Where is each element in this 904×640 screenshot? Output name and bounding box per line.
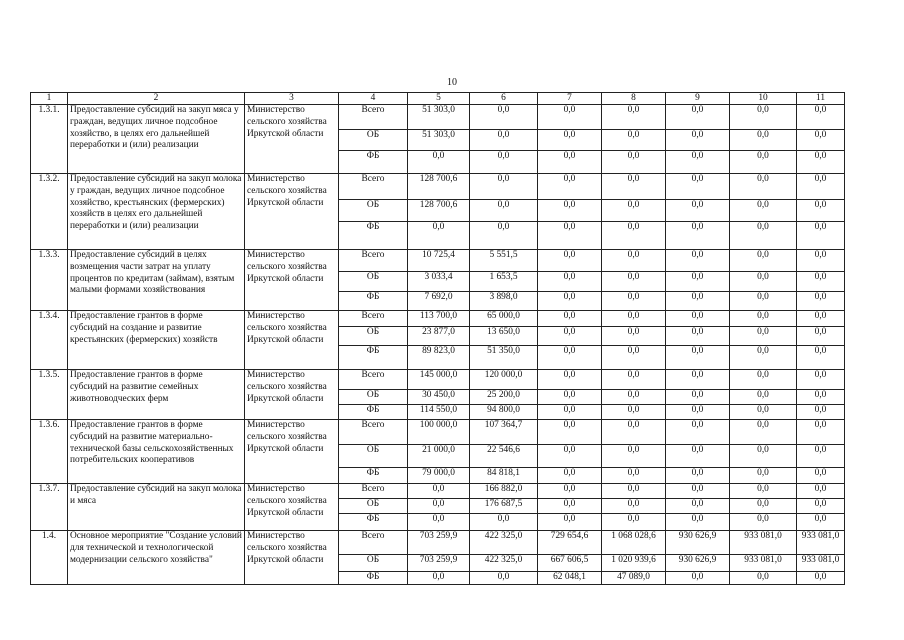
amount-cell: 0,0	[666, 327, 730, 346]
col-header: 8	[602, 93, 666, 105]
amount-cell: 0,0	[797, 272, 845, 292]
amount-cell: 0,0	[730, 420, 797, 445]
amount-cell: 3 898,0	[470, 292, 538, 311]
amount-cell: 0,0	[470, 572, 538, 585]
table-row	[31, 250, 845, 272]
amount-cell: 933 081,0	[797, 555, 845, 572]
funding-source: Всего	[339, 484, 408, 499]
amount-cell: 729 654,6	[538, 531, 602, 555]
item-number: 1.3.6.	[31, 420, 68, 484]
funding-source: ФБ	[339, 405, 408, 420]
item-description: Предоставление субсидий в целях возмещения части затрат на уплату процентов по кредитам (займам), взятым малыми формами хозяйствования	[68, 250, 245, 311]
item-description: Предоставление грантов в форме субсидий на развитие материально-технической базы сельскохозяйственных потребительских кооперативов	[68, 420, 245, 484]
amount-cell: 0,0	[538, 405, 602, 420]
amount-cell: 0,0	[538, 250, 602, 272]
amount-cell: 0,0	[602, 514, 666, 531]
amount-cell: 0,0	[538, 174, 602, 200]
amount-cell: 0,0	[470, 514, 538, 531]
amount-cell: 0,0	[730, 445, 797, 468]
amount-cell: 0,0	[602, 174, 666, 200]
amount-cell: 0,0	[666, 420, 730, 445]
item-number: 1.3.4.	[31, 311, 68, 370]
amount-cell: 0,0	[538, 468, 602, 484]
item-number: 1.3.7.	[31, 484, 68, 531]
amount-cell: 0,0	[730, 292, 797, 311]
item-number: 1.4.	[31, 531, 68, 585]
amount-cell: 0,0	[470, 174, 538, 200]
amount-cell: 0,0	[538, 200, 602, 222]
amount-cell: 0,0	[538, 222, 602, 250]
amount-cell: 0,0	[797, 390, 845, 405]
funding-source: ОБ	[339, 445, 408, 468]
amount-cell: 0,0	[538, 445, 602, 468]
col-header: 9	[666, 93, 730, 105]
amount-cell: 0,0	[666, 130, 730, 151]
funding-source: ФБ	[339, 151, 408, 174]
amount-cell: 0,0	[602, 272, 666, 292]
amount-cell: 0,0	[797, 222, 845, 250]
responsible-organization: Министерство сельского хозяйства Иркутской области	[245, 484, 339, 531]
amount-cell: 0,0	[797, 292, 845, 311]
funding-source: Всего	[339, 311, 408, 327]
amount-cell: 0,0	[408, 514, 470, 531]
amount-cell: 0,0	[602, 445, 666, 468]
amount-cell: 0,0	[408, 151, 470, 174]
amount-cell: 0,0	[666, 499, 730, 514]
amount-cell: 0,0	[602, 370, 666, 390]
table-row	[31, 105, 845, 130]
funding-source: ОБ	[339, 327, 408, 346]
amount-cell: 0,0	[470, 200, 538, 222]
amount-cell: 0,0	[602, 468, 666, 484]
amount-cell: 0,0	[730, 151, 797, 174]
amount-cell: 0,0	[470, 130, 538, 151]
amount-cell: 21 000,0	[408, 445, 470, 468]
amount-cell: 0,0	[538, 327, 602, 346]
budget-table	[30, 92, 845, 585]
amount-cell: 166 882,0	[470, 484, 538, 499]
amount-cell: 0,0	[797, 484, 845, 499]
amount-cell: 0,0	[730, 390, 797, 405]
amount-cell: 0,0	[666, 572, 730, 585]
funding-source: ОБ	[339, 499, 408, 514]
col-header: 11	[797, 93, 845, 105]
table-row	[31, 311, 845, 327]
col-header: 7	[538, 93, 602, 105]
amount-cell: 0,0	[666, 311, 730, 327]
funding-source: ФБ	[339, 292, 408, 311]
amount-cell: 0,0	[408, 484, 470, 499]
amount-cell: 0,0	[470, 222, 538, 250]
table-row	[31, 420, 845, 445]
amount-cell: 0,0	[666, 514, 730, 531]
amount-cell: 0,0	[797, 572, 845, 585]
amount-cell: 10 725,4	[408, 250, 470, 272]
amount-cell: 0,0	[797, 420, 845, 445]
amount-cell: 933 081,0	[797, 531, 845, 555]
item-number: 1.3.2.	[31, 174, 68, 250]
amount-cell: 0,0	[666, 272, 730, 292]
amount-cell: 0,0	[666, 174, 730, 200]
amount-cell: 0,0	[602, 390, 666, 405]
responsible-organization: Министерство сельского хозяйства Иркутской области	[245, 420, 339, 484]
amount-cell: 30 450,0	[408, 390, 470, 405]
amount-cell: 0,0	[602, 311, 666, 327]
amount-cell: 0,0	[602, 327, 666, 346]
amount-cell: 51 303,0	[408, 105, 470, 130]
amount-cell: 0,0	[797, 130, 845, 151]
col-header: 10	[730, 93, 797, 105]
amount-cell: 3 033,4	[408, 272, 470, 292]
amount-cell: 0,0	[666, 200, 730, 222]
amount-cell: 0,0	[797, 514, 845, 531]
amount-cell: 22 546,6	[470, 445, 538, 468]
amount-cell: 94 800,0	[470, 405, 538, 420]
amount-cell: 0,0	[666, 105, 730, 130]
responsible-organization: Министерство сельского хозяйства Иркутской области	[245, 311, 339, 370]
amount-cell: 0,0	[538, 499, 602, 514]
amount-cell: 13 650,0	[470, 327, 538, 346]
amount-cell: 100 000,0	[408, 420, 470, 445]
amount-cell: 0,0	[797, 468, 845, 484]
funding-source: ФБ	[339, 346, 408, 370]
amount-cell: 0,0	[797, 174, 845, 200]
amount-cell: 0,0	[730, 222, 797, 250]
amount-cell: 0,0	[666, 222, 730, 250]
amount-cell: 0,0	[730, 130, 797, 151]
table-row	[31, 531, 845, 555]
amount-cell: 1 653,5	[470, 272, 538, 292]
amount-cell: 0,0	[538, 346, 602, 370]
amount-cell: 703 259,9	[408, 531, 470, 555]
funding-source: Всего	[339, 174, 408, 200]
responsible-organization: Министерство сельского хозяйства Иркутской области	[245, 250, 339, 311]
amount-cell: 0,0	[797, 105, 845, 130]
amount-cell: 0,0	[538, 151, 602, 174]
funding-source: Всего	[339, 250, 408, 272]
amount-cell: 1 068 028,6	[602, 531, 666, 555]
amount-cell: 422 325,0	[470, 555, 538, 572]
responsible-organization: Министерство сельского хозяйства Иркутской области	[245, 174, 339, 250]
funding-source: Всего	[339, 370, 408, 390]
amount-cell: 0,0	[730, 405, 797, 420]
col-header: 1	[31, 93, 68, 105]
funding-source: Всего	[339, 420, 408, 445]
col-header: 6	[470, 93, 538, 105]
amount-cell: 65 000,0	[470, 311, 538, 327]
amount-cell: 0,0	[797, 499, 845, 514]
amount-cell: 0,0	[602, 484, 666, 499]
amount-cell: 145 000,0	[408, 370, 470, 390]
amount-cell: 0,0	[470, 105, 538, 130]
amount-cell: 114 550,0	[408, 405, 470, 420]
amount-cell: 0,0	[666, 445, 730, 468]
amount-cell: 0,0	[666, 370, 730, 390]
table-row	[31, 174, 845, 200]
amount-cell: 0,0	[797, 445, 845, 468]
amount-cell: 0,0	[538, 311, 602, 327]
responsible-organization: Министерство сельского хозяйства Иркутской области	[245, 105, 339, 174]
funding-source: Всего	[339, 531, 408, 555]
amount-cell: 25 200,0	[470, 390, 538, 405]
amount-cell: 933 081,0	[730, 531, 797, 555]
amount-cell: 0,0	[730, 514, 797, 531]
amount-cell: 120 000,0	[470, 370, 538, 390]
amount-cell: 5 551,5	[470, 250, 538, 272]
amount-cell: 107 364,7	[470, 420, 538, 445]
col-header: 2	[68, 93, 245, 105]
col-header: 5	[408, 93, 470, 105]
amount-cell: 1 020 939,6	[602, 555, 666, 572]
amount-cell: 0,0	[602, 405, 666, 420]
amount-cell: 0,0	[538, 420, 602, 445]
amount-cell: 128 700,6	[408, 174, 470, 200]
amount-cell: 0,0	[730, 250, 797, 272]
amount-cell: 0,0	[538, 272, 602, 292]
amount-cell: 0,0	[730, 327, 797, 346]
item-description: Предоставление субсидий на закуп молока и мяса	[68, 484, 245, 531]
amount-cell: 0,0	[797, 370, 845, 390]
funding-source: ФБ	[339, 222, 408, 250]
funding-source: ОБ	[339, 390, 408, 405]
amount-cell: 703 259,9	[408, 555, 470, 572]
amount-cell: 51 350,0	[470, 346, 538, 370]
amount-cell: 0,0	[666, 346, 730, 370]
table-body	[31, 105, 845, 585]
amount-cell: 0,0	[730, 311, 797, 327]
amount-cell: 0,0	[538, 390, 602, 405]
item-number: 1.3.5.	[31, 370, 68, 420]
col-header: 4	[339, 93, 408, 105]
amount-cell: 0,0	[730, 370, 797, 390]
amount-cell: 0,0	[538, 105, 602, 130]
amount-cell: 0,0	[470, 151, 538, 174]
amount-cell: 0,0	[797, 200, 845, 222]
amount-cell: 0,0	[408, 572, 470, 585]
amount-cell: 0,0	[797, 311, 845, 327]
amount-cell: 0,0	[602, 420, 666, 445]
funding-source: ОБ	[339, 272, 408, 292]
item-description: Предоставление грантов в форме субсидий на развитие семейных животноводческих ферм	[68, 370, 245, 420]
amount-cell: 0,0	[408, 222, 470, 250]
item-description: Предоставление грантов в форме субсидий на создание и развитие крестьянских (фермерских) хозяйств	[68, 311, 245, 370]
amount-cell: 0,0	[666, 250, 730, 272]
amount-cell: 0,0	[666, 292, 730, 311]
amount-cell: 0,0	[666, 151, 730, 174]
header-row	[31, 93, 845, 105]
amount-cell: 0,0	[730, 484, 797, 499]
amount-cell: 128 700,6	[408, 200, 470, 222]
amount-cell: 0,0	[538, 370, 602, 390]
amount-cell: 0,0	[730, 105, 797, 130]
amount-cell: 0,0	[730, 468, 797, 484]
funding-source: ФБ	[339, 572, 408, 585]
item-number: 1.3.3.	[31, 250, 68, 311]
item-number: 1.3.1.	[31, 105, 68, 174]
table-row	[31, 370, 845, 390]
responsible-organization: Министерство сельского хозяйства Иркутской области	[245, 370, 339, 420]
amount-cell: 422 325,0	[470, 531, 538, 555]
funding-source: ФБ	[339, 514, 408, 531]
amount-cell: 0,0	[538, 292, 602, 311]
col-header: 3	[245, 93, 339, 105]
funding-source: ОБ	[339, 200, 408, 222]
amount-cell: 0,0	[538, 484, 602, 499]
amount-cell: 0,0	[602, 130, 666, 151]
page-number: 10	[447, 77, 457, 88]
item-description: Предоставление субсидий на закуп мяса у граждан, ведущих личное подсобное хозяйство, в целях его дальнейшей переработки и (или) реализации	[68, 105, 245, 174]
amount-cell: 0,0	[602, 200, 666, 222]
amount-cell: 0,0	[730, 272, 797, 292]
amount-cell: 0,0	[730, 346, 797, 370]
funding-source: Всего	[339, 105, 408, 130]
amount-cell: 51 303,0	[408, 130, 470, 151]
amount-cell: 84 818,1	[470, 468, 538, 484]
amount-cell: 0,0	[666, 468, 730, 484]
amount-cell: 0,0	[797, 405, 845, 420]
amount-cell: 0,0	[602, 222, 666, 250]
amount-cell: 113 700,0	[408, 311, 470, 327]
amount-cell: 0,0	[602, 105, 666, 130]
amount-cell: 0,0	[797, 327, 845, 346]
amount-cell: 0,0	[730, 174, 797, 200]
amount-cell: 0,0	[602, 292, 666, 311]
amount-cell: 0,0	[602, 499, 666, 514]
amount-cell: 0,0	[730, 572, 797, 585]
amount-cell: 7 692,0	[408, 292, 470, 311]
amount-cell: 0,0	[602, 250, 666, 272]
amount-cell: 89 823,0	[408, 346, 470, 370]
amount-cell: 0,0	[797, 250, 845, 272]
amount-cell: 930 626,9	[666, 555, 730, 572]
amount-cell: 176 687,5	[470, 499, 538, 514]
funding-source: ФБ	[339, 468, 408, 484]
responsible-organization: Министерство сельского хозяйства Иркутской области	[245, 531, 339, 585]
amount-cell: 0,0	[666, 390, 730, 405]
amount-cell: 667 606,5	[538, 555, 602, 572]
amount-cell: 930 626,9	[666, 531, 730, 555]
amount-cell: 0,0	[797, 151, 845, 174]
amount-cell: 0,0	[730, 200, 797, 222]
amount-cell: 0,0	[730, 499, 797, 514]
amount-cell: 0,0	[538, 514, 602, 531]
funding-source: ОБ	[339, 130, 408, 151]
amount-cell: 0,0	[602, 346, 666, 370]
amount-cell: 933 081,0	[730, 555, 797, 572]
amount-cell: 0,0	[602, 151, 666, 174]
amount-cell: 62 048,1	[538, 572, 602, 585]
funding-source: ОБ	[339, 555, 408, 572]
amount-cell: 0,0	[408, 499, 470, 514]
amount-cell: 0,0	[666, 484, 730, 499]
amount-cell: 47 089,0	[602, 572, 666, 585]
amount-cell: 23 877,0	[408, 327, 470, 346]
table-row	[31, 484, 845, 499]
item-description: Основное мероприятие "Создание условий для технической и технологической модернизации сельского хозяйства"	[68, 531, 245, 585]
item-description: Предоставление субсидий на закуп молока у граждан, ведущих личное подсобное хозяйство, крестьянских (фермерских) хозяйств в целях его дальнейшей переработки и (или) реализации	[68, 174, 245, 250]
amount-cell: 0,0	[797, 346, 845, 370]
amount-cell: 0,0	[666, 405, 730, 420]
amount-cell: 0,0	[538, 130, 602, 151]
amount-cell: 79 000,0	[408, 468, 470, 484]
